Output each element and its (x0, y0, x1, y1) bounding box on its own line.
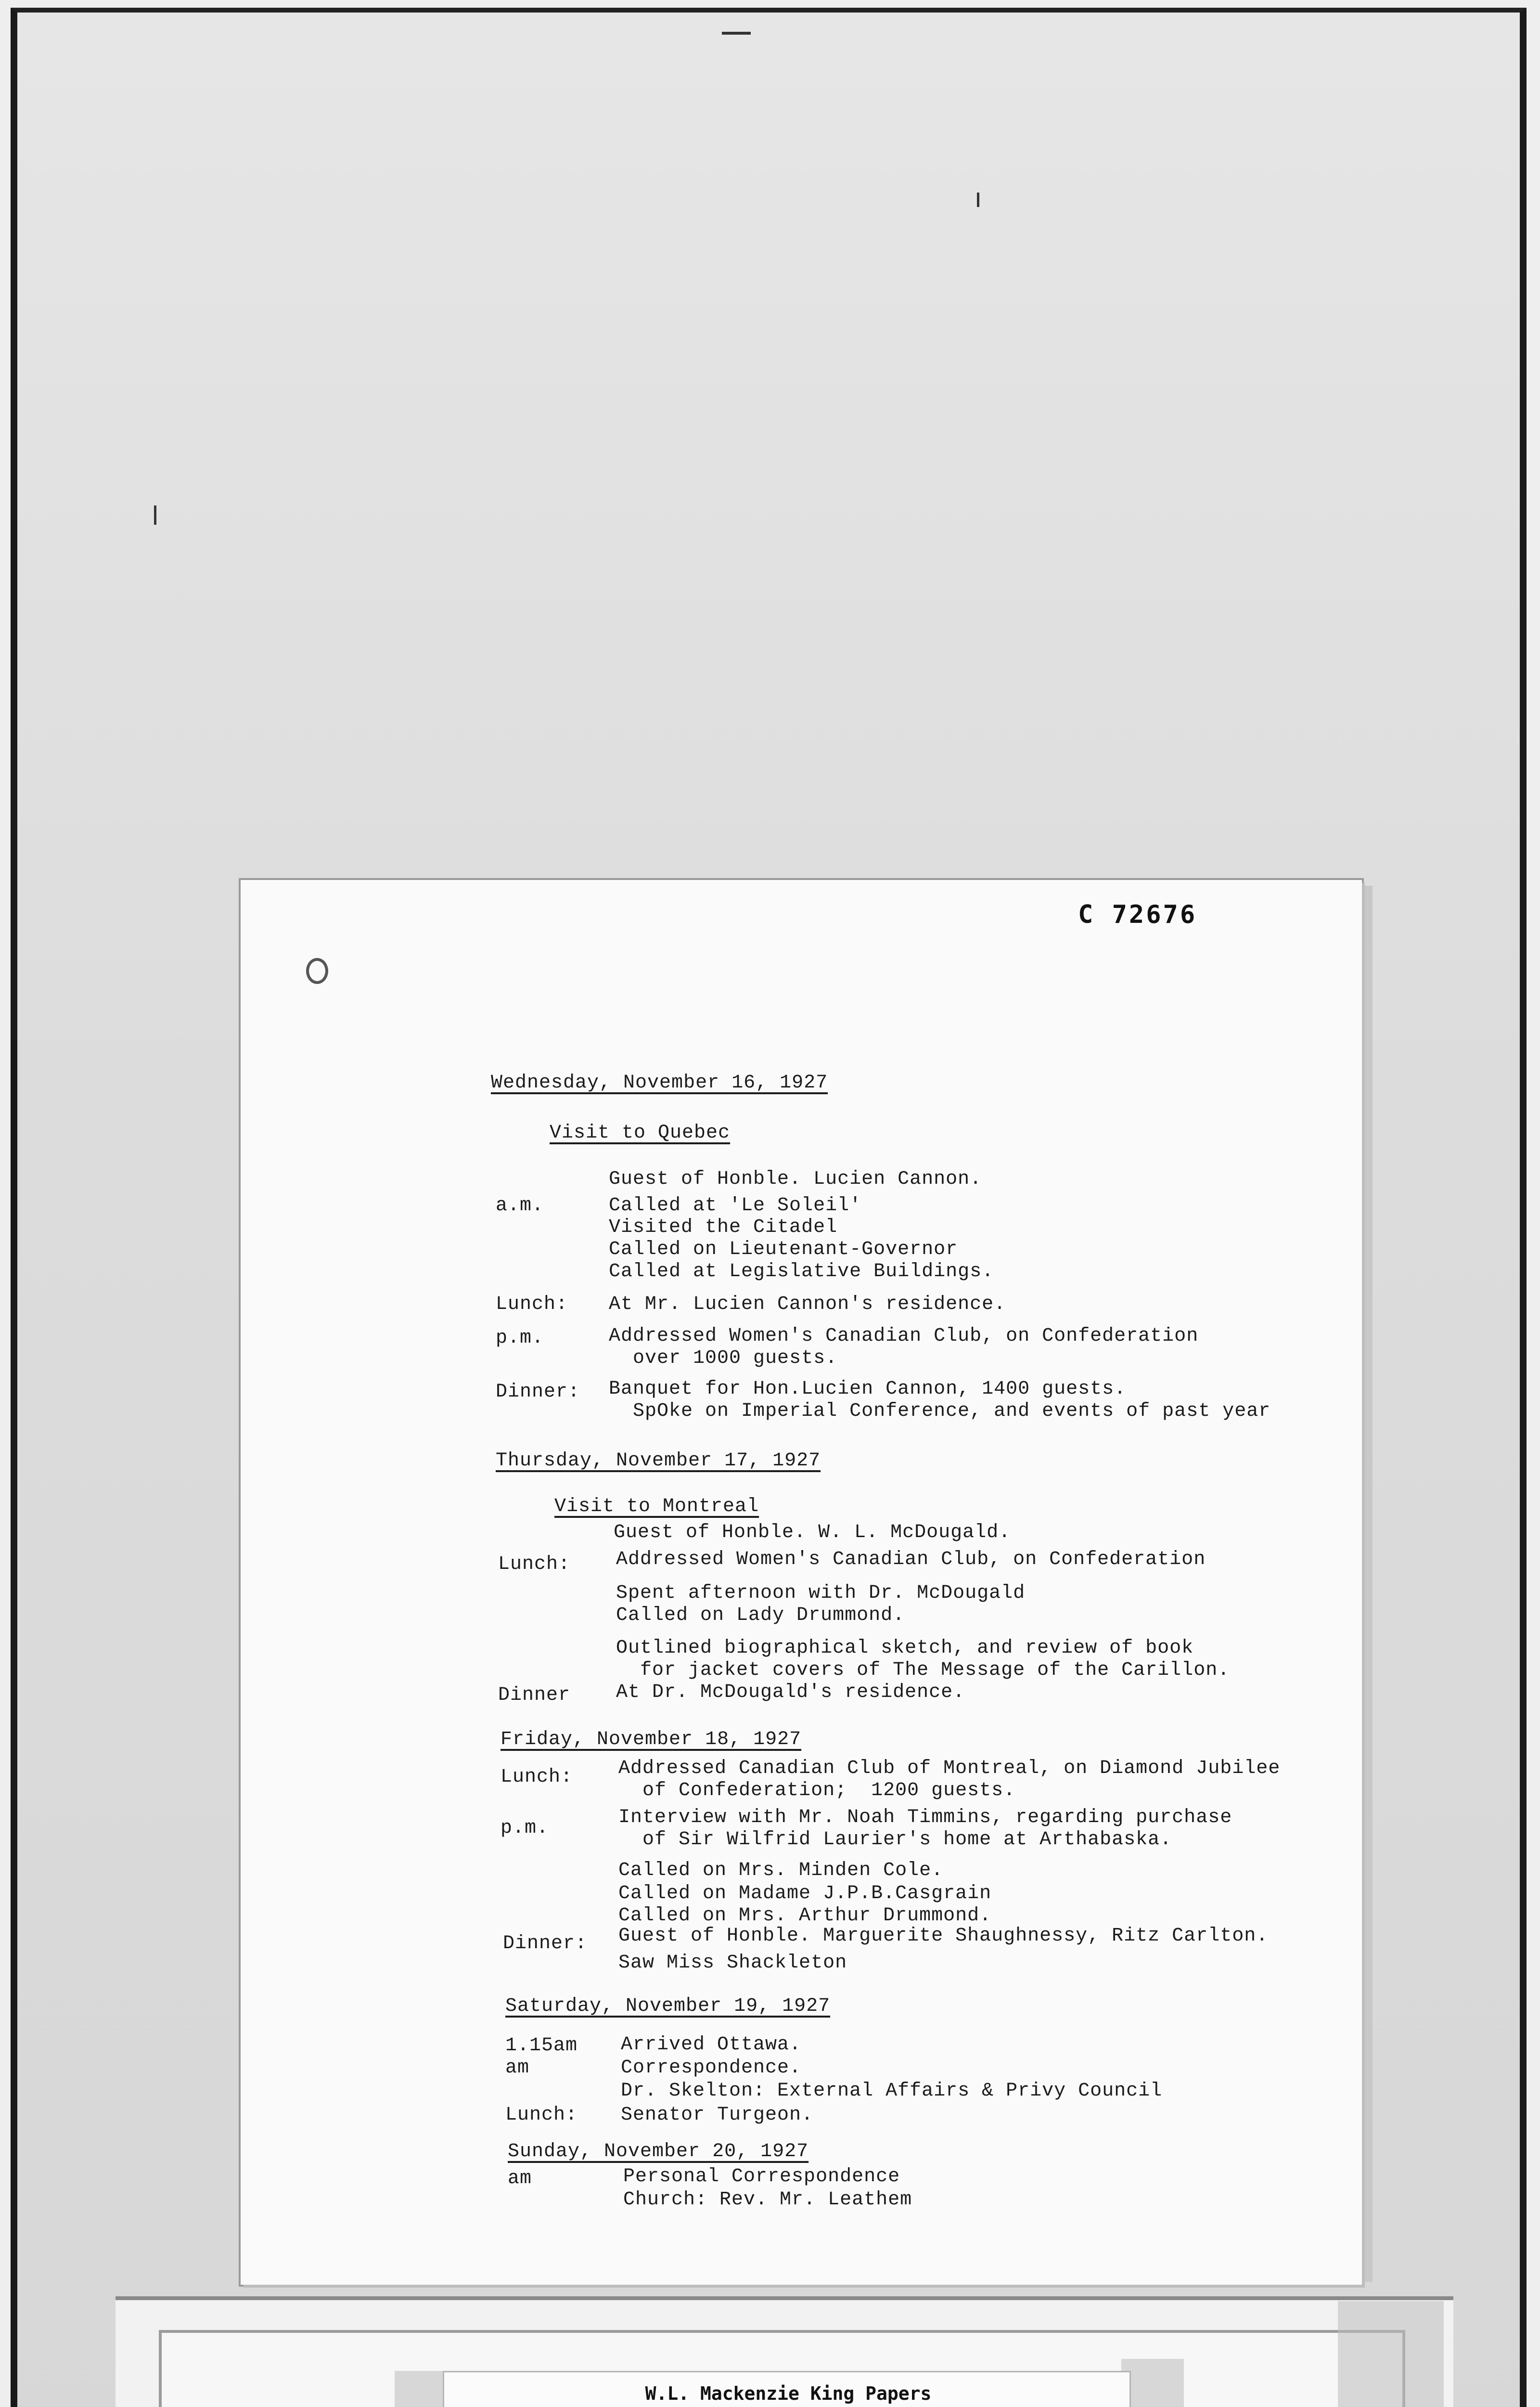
day-heading: Saturday, November 19, 1927 (505, 1995, 831, 2017)
entry-text: Called on Mrs. Minden Cole. (618, 1860, 944, 1881)
reference-number: C 72676 (1078, 900, 1197, 929)
day-heading: Thursday, November 17, 1927 (496, 1450, 821, 1472)
entry-text: over 1000 guests. (609, 1347, 838, 1369)
entry-text: Guest of Honble. Marguerite Shaughnessy, Ritz Carlton. (618, 1925, 1269, 1947)
entry-text: Outlined biographical sketch, and review of book (616, 1637, 1194, 1659)
collection-label (443, 2371, 1131, 2407)
entry-text: Addressed Women's Canadian Club, on Confederation (616, 1549, 1206, 1570)
entry-text: Called on Lieutenant-Governor (609, 1239, 958, 1260)
entry-text: Called on Lady Drummond. (616, 1605, 905, 1626)
entry-text: Called on Madame J.P.B.Casgrain (618, 1883, 992, 1904)
entry-time: am (505, 2057, 530, 2079)
entry-time: Dinner (498, 1684, 571, 1706)
entry-text: of Sir Wilfrid Laurier's home at Arthabaska. (618, 1829, 1172, 1851)
tape-strip (1338, 2301, 1444, 2407)
film-scratch (154, 505, 156, 525)
entry-text: Senator Turgeon. (621, 2104, 814, 2126)
entry-time: Dinner: (496, 1381, 580, 1403)
entry-time: p.m. (500, 1817, 549, 1839)
entry-text: Banquet for Hon.Lucien Cannon, 1400 guests. (609, 1378, 1127, 1400)
entry-time: p.m. (496, 1327, 544, 1349)
entry-text: Interview with Mr. Noah Timmins, regarding purchase (618, 1807, 1232, 1828)
film-scratch (722, 32, 751, 35)
day-heading: Sunday, November 20, 1927 (508, 2141, 809, 2162)
entry-text: At Dr. McDougald's residence. (616, 1682, 965, 1703)
entry-time: Lunch: (496, 1294, 568, 1315)
entry-time: Lunch: (505, 2104, 578, 2126)
paper-shadow (1362, 886, 1373, 2282)
entry-text: At Mr. Lucien Cannon's residence. (609, 1294, 1006, 1315)
entry-text: Dr. Skelton: External Affairs & Privy Council (621, 2080, 1163, 2102)
entry-text: Addressed Women's Canadian Club, on Confederation (609, 1325, 1199, 1347)
entry-time: 1.15am (505, 2035, 578, 2057)
entry-text: Called at 'Le Soleil' (609, 1195, 862, 1216)
entry-text: Called at Legislative Buildings. (609, 1261, 994, 1282)
entry-text: Called on Mrs. Arthur Drummond. (618, 1905, 992, 1927)
entry-text: Personal Correspondence (623, 2166, 900, 2187)
entry-text: Arrived Ottawa. (621, 2034, 802, 2056)
entry-time: Lunch: (498, 1553, 571, 1575)
entry-time: am (508, 2168, 532, 2189)
entry-text: Guest of Honble. Lucien Cannon. (609, 1168, 982, 1190)
day-heading: Friday, November 18, 1927 (500, 1729, 802, 1750)
visit-subtitle: Visit to Montreal (554, 1496, 759, 1517)
day-heading: Wednesday, November 16, 1927 (491, 1072, 828, 1094)
entry-text: Church: Rev. Mr. Leathem (623, 2189, 912, 2211)
entry-text: Guest of Honble. W. L. McDougald. (614, 1522, 1011, 1543)
entry-text: Saw Miss Shackleton (618, 1952, 847, 1974)
entry-text: Visited the Citadel (609, 1216, 838, 1238)
visit-subtitle: Visit to Quebec (550, 1122, 731, 1144)
entry-time: a.m. (496, 1195, 544, 1216)
film-scratch (977, 193, 979, 207)
entry-text: Addressed Canadian Club of Montreal, on Diamond Jubilee (618, 1758, 1281, 1779)
entry-text: Spent afternoon with Dr. McDougald (616, 1582, 1026, 1604)
entry-text: of Confederation; 1200 guests. (618, 1780, 1016, 1801)
entry-text: SpOke on Imperial Conference, and events of past year (609, 1400, 1271, 1422)
entry-text: Correspondence. (621, 2057, 802, 2079)
entry-text: for jacket covers of The Message of the Carillon. (616, 1659, 1230, 1681)
collection-name: W.L. Mackenzie King Papers (645, 2383, 932, 2404)
entry-time: Lunch: (500, 1766, 573, 1788)
entry-time: Dinner: (503, 1933, 588, 1954)
punch-hole-icon (306, 958, 328, 984)
